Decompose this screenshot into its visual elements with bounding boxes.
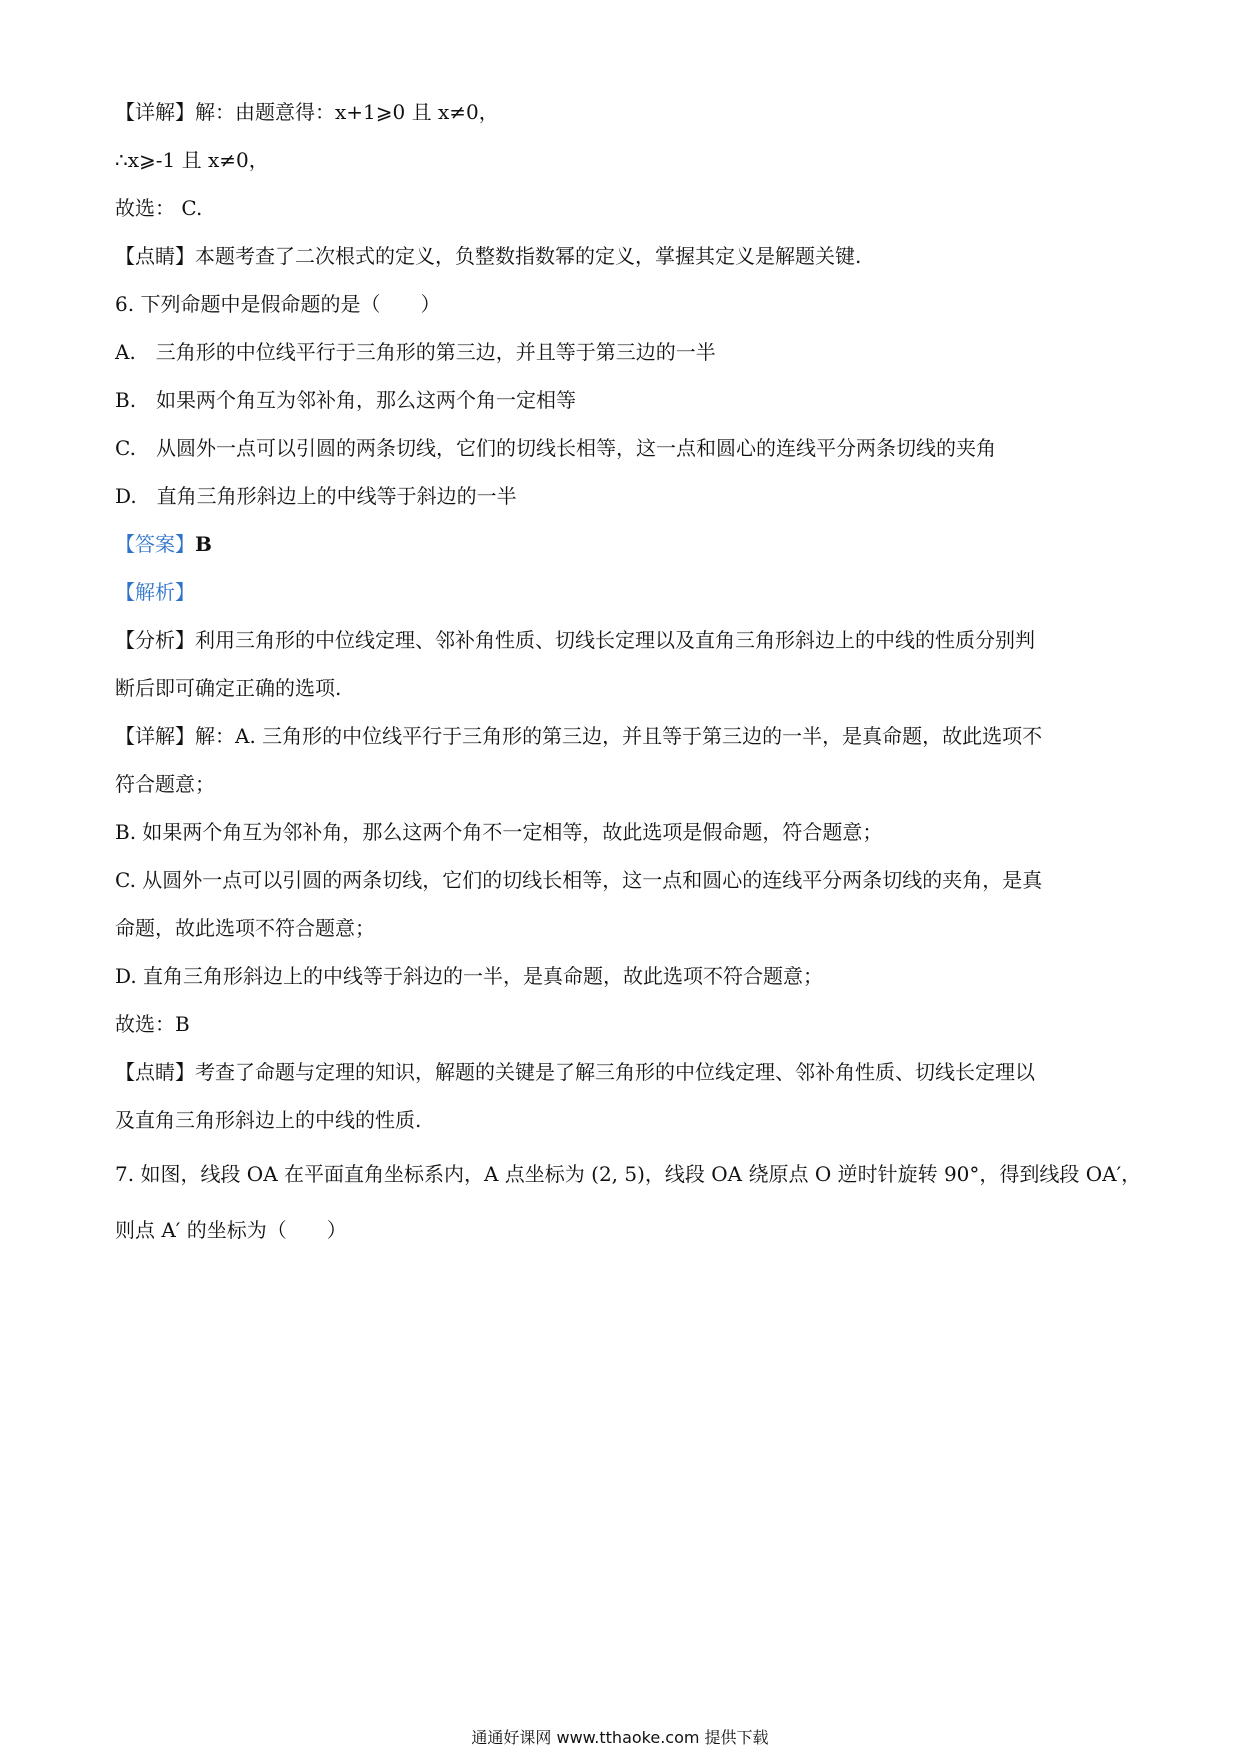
detail-line-7: 故选：B xyxy=(115,1012,190,1036)
question6-option-c: C. 从圆外一点可以引圆的两条切线，它们的切线长相等，这一点和圆心的连线平分两条切线的夹角 xyxy=(115,436,996,460)
detail-line-4: C. 从圆外一点可以引圆的两条切线，它们的切线长相等，这一点和圆心的连线平分两条切线的夹角，是真 xyxy=(115,868,1043,892)
solution5-therefore: ∴x⩾-1 且 x≠0， xyxy=(115,148,269,172)
comment-line-1: 【点睛】考查了命题与定理的知识，解题的关键是了解三角形的中位线定理、邻补角性质、切线长定理以 xyxy=(115,1060,1035,1084)
analysis-line-2: 断后即可确定正确的选项. xyxy=(115,676,342,700)
analysis-label: 【解析】 xyxy=(115,580,195,604)
answer-value: B xyxy=(195,532,212,556)
question6-stem: 6. 下列命题中是假命题的是（ ） xyxy=(115,292,441,316)
page-footer: 通通好课网 www.tthaoke.com 提供下载 xyxy=(471,1728,769,1747)
question6-option-a: A. 三角形的中位线平行于三角形的第三边，并且等于第三边的一半 xyxy=(115,340,716,364)
answer-label: 【答案】 xyxy=(115,532,195,556)
detail-line-2: 符合题意； xyxy=(115,772,215,796)
question7-line-2: 则点 A′ 的坐标为（ ） xyxy=(115,1218,347,1242)
detail-line-3: B. 如果两个角互为邻补角，那么这两个角不一定相等，故此选项是假命题，符合题意； xyxy=(115,820,883,844)
analysis-line-1: 【分析】利用三角形的中位线定理、邻补角性质、切线长定理以及直角三角形斜边上的中线的性质分别判 xyxy=(115,628,1035,652)
question7-line-1: 7. 如图，线段 OA 在平面直角坐标系内，A 点坐标为 (2, 5)，线段 OA 绕原点 O 逆时针旋转 90°，得到线段 OA′， xyxy=(115,1162,1142,1186)
comment-line-2: 及直角三角形斜边上的中线的性质. xyxy=(115,1108,422,1132)
solution5-comment: 【点睛】本题考查了二次根式的定义，负整数指数幂的定义，掌握其定义是解题关键. xyxy=(115,244,862,268)
question6-option-d: D. 直角三角形斜边上的中线等于斜边的一半 xyxy=(115,484,517,508)
question6-answer xyxy=(115,530,212,558)
solution5-choice: 故选： C. xyxy=(115,196,203,220)
detail-line-1: 【详解】解：A. 三角形的中位线平行于三角形的第三边，并且等于第三边的一半，是真命题，故此选项不 xyxy=(115,724,1043,748)
detail-line-6: D. 直角三角形斜边上的中线等于斜边的一半，是真命题，故此选项不符合题意； xyxy=(115,964,824,988)
detail-line-5: 命题，故此选项不符合题意； xyxy=(115,916,375,940)
question6-option-b: B. 如果两个角互为邻补角，那么这两个角一定相等 xyxy=(115,388,577,412)
solution5-detail: 【详解】解：由题意得：x+1⩾0 且 x≠0， xyxy=(115,100,499,124)
